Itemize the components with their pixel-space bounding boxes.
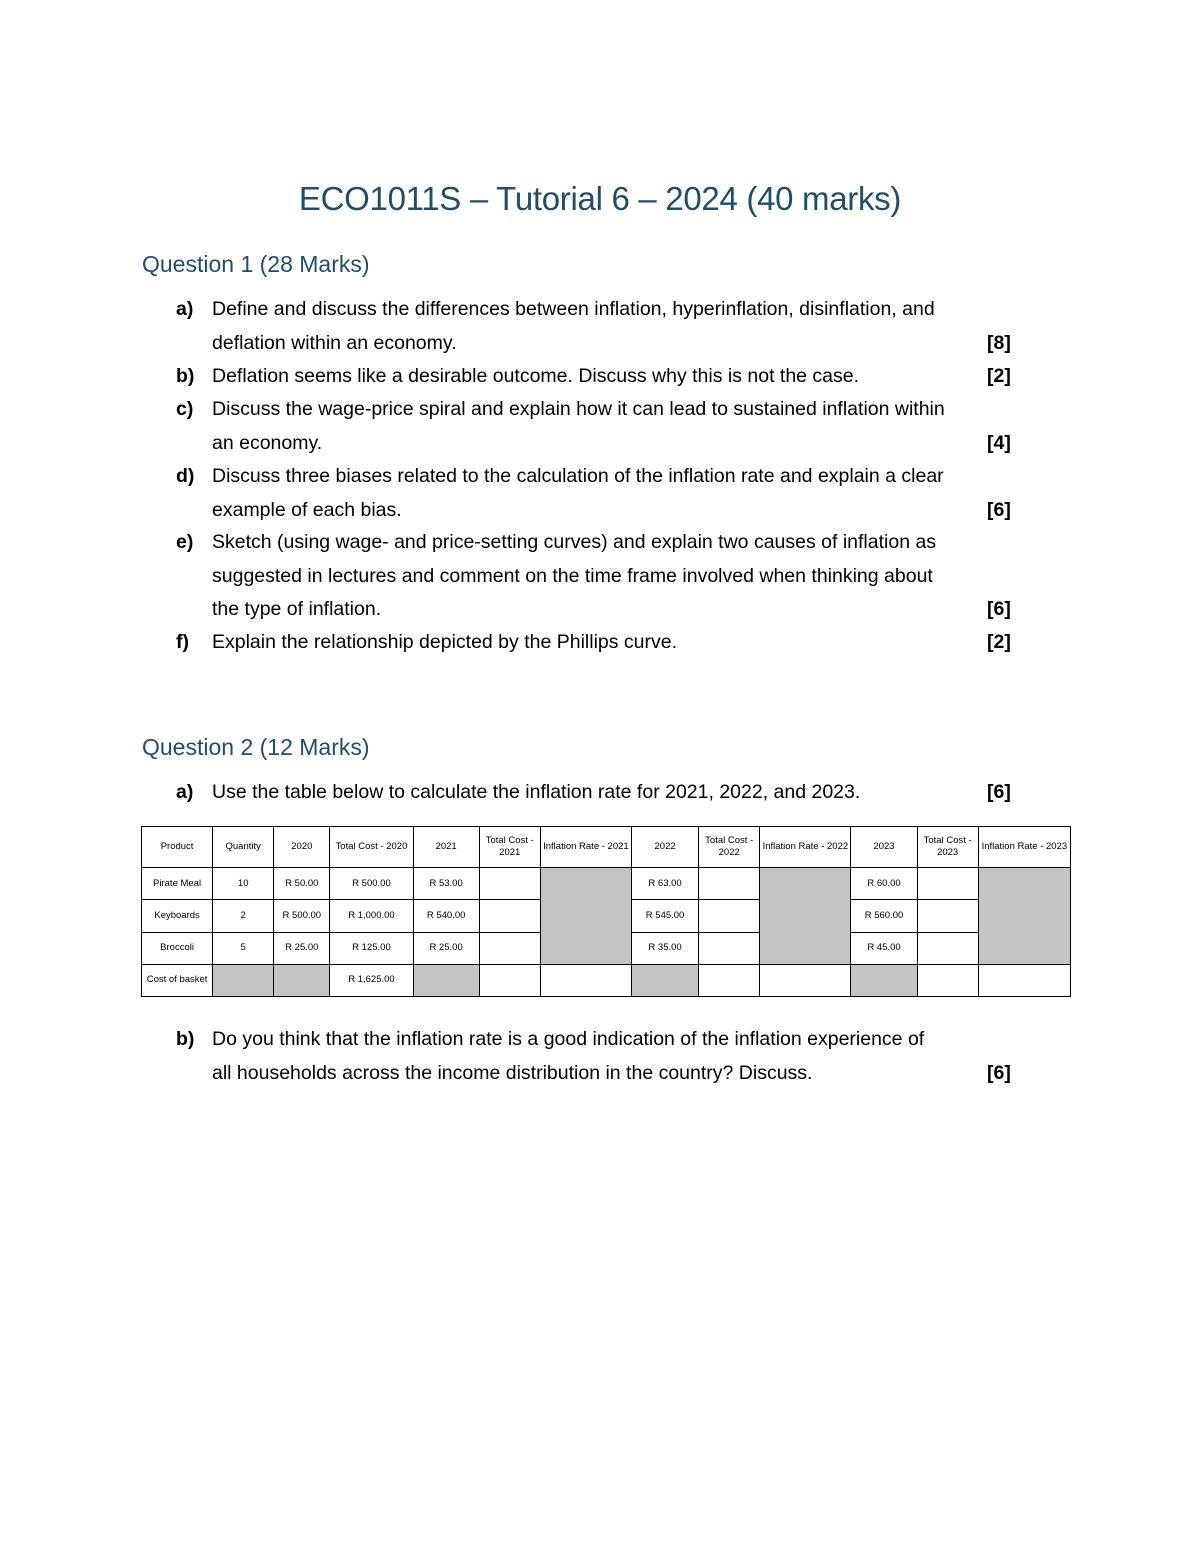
item-text: suggested in lectures and comment on the time frame involved when thinking about xyxy=(212,564,933,587)
question-1f xyxy=(176,626,1060,660)
column-header: Quantity xyxy=(213,827,274,868)
item-marks: [2] xyxy=(987,365,1011,387)
item-text: Do you think that the inflation rate is a good indication of the inflation experience of xyxy=(212,1028,925,1050)
inflation-table xyxy=(141,826,1071,997)
item-marks: [2] xyxy=(987,631,1011,653)
item-text: example of each bias. [6] xyxy=(176,494,1060,528)
question-1a xyxy=(176,293,1060,360)
shaded-cell xyxy=(851,964,917,996)
item-marks: [6] xyxy=(987,781,1011,803)
shaded-cell xyxy=(413,964,479,996)
price-2021-cell: R 25.00 xyxy=(413,932,479,964)
item-marks: [4] xyxy=(987,431,1011,454)
product-cell: Keyboards xyxy=(142,900,213,932)
basket-label-cell: Cost of basket xyxy=(142,964,213,996)
quantity-cell: 2 xyxy=(213,900,274,932)
item-text: deflation within an economy. [8] xyxy=(176,327,1060,361)
price-2022-cell: R 63.00 xyxy=(632,868,699,900)
item-text: Deflation seems like a desirable outcome. Discuss why this is not the case. [2] xyxy=(176,360,1060,394)
item-text: Use the table below to calculate the inflation rate for 2021, 2022, and 2023. [6] xyxy=(176,776,1060,810)
column-header: 2021 xyxy=(413,827,479,868)
column-header: 2022 xyxy=(632,827,699,868)
total-cost-2023-cell xyxy=(917,868,978,900)
item-text: the type of inflation. [6] xyxy=(176,593,1060,627)
question-2a xyxy=(176,776,1060,810)
item-text: Define and discuss the differences between inflation, hyperinflation, disinflation, and xyxy=(212,298,935,320)
item-label: b) xyxy=(176,365,195,387)
shaded-cell xyxy=(213,964,274,996)
inflation-rate-2022-cell xyxy=(760,868,851,965)
price-2021-cell: R 53.00 xyxy=(413,868,479,900)
question-1c xyxy=(176,393,1060,460)
price-2023-cell: R 560.00 xyxy=(851,900,917,932)
inflation-rate-2021-cell xyxy=(540,868,631,965)
price-2023-cell: R 60.00 xyxy=(851,868,917,900)
column-header: Inflation Rate - 2021 xyxy=(540,827,631,868)
quantity-cell: 5 xyxy=(213,932,274,964)
item-marks: [6] xyxy=(987,498,1011,521)
question-1e xyxy=(176,526,1060,627)
total-cost-2023-cell xyxy=(917,932,978,964)
basket-total-2021-cell xyxy=(479,964,540,996)
total-cost-2022-cell xyxy=(699,900,760,932)
total-cost-2021-cell xyxy=(479,932,540,964)
basket-inflation-2022-cell xyxy=(760,964,851,996)
price-2020-cell: R 50.00 xyxy=(274,868,330,900)
item-label: d) xyxy=(176,465,195,487)
column-header: Total Cost - 2023 xyxy=(917,827,978,868)
question-1b xyxy=(176,360,1060,394)
basket-inflation-2023-cell xyxy=(978,964,1070,996)
item-text: Explain the relationship depicted by the Phillips curve. [2] xyxy=(176,626,1060,660)
item-label: b) xyxy=(176,1028,195,1050)
price-2023-cell: R 45.00 xyxy=(851,932,917,964)
total-cost-2020-cell: R 1,000.00 xyxy=(330,900,413,932)
item-marks: [8] xyxy=(987,331,1011,354)
total-cost-2020-cell: R 500.00 xyxy=(330,868,413,900)
column-header: 2020 xyxy=(274,827,330,868)
column-header: Inflation Rate - 2022 xyxy=(760,827,851,868)
basket-total-2022-cell xyxy=(699,964,760,996)
question-2b xyxy=(176,1023,1060,1090)
basket-total-2023-cell xyxy=(917,964,978,996)
item-label: f) xyxy=(176,631,189,653)
total-cost-2023-cell xyxy=(917,900,978,932)
price-2022-cell: R 545.00 xyxy=(632,900,699,932)
total-cost-2021-cell xyxy=(479,900,540,932)
item-marks: [6] xyxy=(987,598,1011,620)
item-text: Discuss three biases related to the calculation of the inflation rate and explain a clear xyxy=(212,465,944,487)
column-header: Total Cost - 2022 xyxy=(699,827,760,868)
question-1d xyxy=(176,460,1060,527)
question-1-heading: Question 1 (28 Marks) xyxy=(142,251,370,277)
column-header: Product xyxy=(142,827,213,868)
total-cost-2022-cell xyxy=(699,932,760,964)
item-text: Sketch (using wage- and price-setting curves) and explain two causes of inflation as xyxy=(212,531,937,553)
table-header-row xyxy=(142,827,1071,868)
price-2022-cell: R 35.00 xyxy=(632,932,699,964)
total-cost-2020-cell: R 125.00 xyxy=(330,932,413,964)
price-2020-cell: R 25.00 xyxy=(274,932,330,964)
shaded-cell xyxy=(274,964,330,996)
total-cost-2022-cell xyxy=(699,868,760,900)
item-label: e) xyxy=(176,531,194,553)
item-text: all households across the income distribution in the country? Discuss. [6] xyxy=(176,1057,1060,1091)
basket-inflation-2021-cell xyxy=(540,964,631,996)
quantity-cell: 10 xyxy=(213,868,274,900)
column-header: 2023 xyxy=(851,827,917,868)
item-label: c) xyxy=(176,398,194,420)
table-row xyxy=(142,868,1071,900)
table-row-basket xyxy=(142,964,1071,996)
item-text: Discuss the wage-price spiral and explain how it can lead to sustained inflation within xyxy=(212,398,945,420)
total-cost-2021-cell xyxy=(479,868,540,900)
price-2021-cell: R 540.00 xyxy=(413,900,479,932)
column-header: Inflation Rate - 2023 xyxy=(978,827,1070,868)
product-cell: Broccoli xyxy=(142,932,213,964)
item-text: an economy. [4] xyxy=(176,427,1060,461)
item-label: a) xyxy=(176,298,194,320)
item-marks: [6] xyxy=(987,1061,1011,1084)
shaded-cell xyxy=(632,964,699,996)
question-2-heading: Question 2 (12 Marks) xyxy=(142,734,370,760)
product-cell: Pirate Meal xyxy=(142,868,213,900)
item-label: a) xyxy=(176,781,194,803)
price-2020-cell: R 500.00 xyxy=(274,900,330,932)
basket-total-2020-cell: R 1,625.00 xyxy=(330,964,413,996)
inflation-rate-2023-cell xyxy=(978,868,1070,965)
column-header: Total Cost - 2021 xyxy=(479,827,540,868)
column-header: Total Cost - 2020 xyxy=(330,827,413,868)
page-title: ECO1011S – Tutorial 6 – 2024 (40 marks) xyxy=(298,180,902,217)
